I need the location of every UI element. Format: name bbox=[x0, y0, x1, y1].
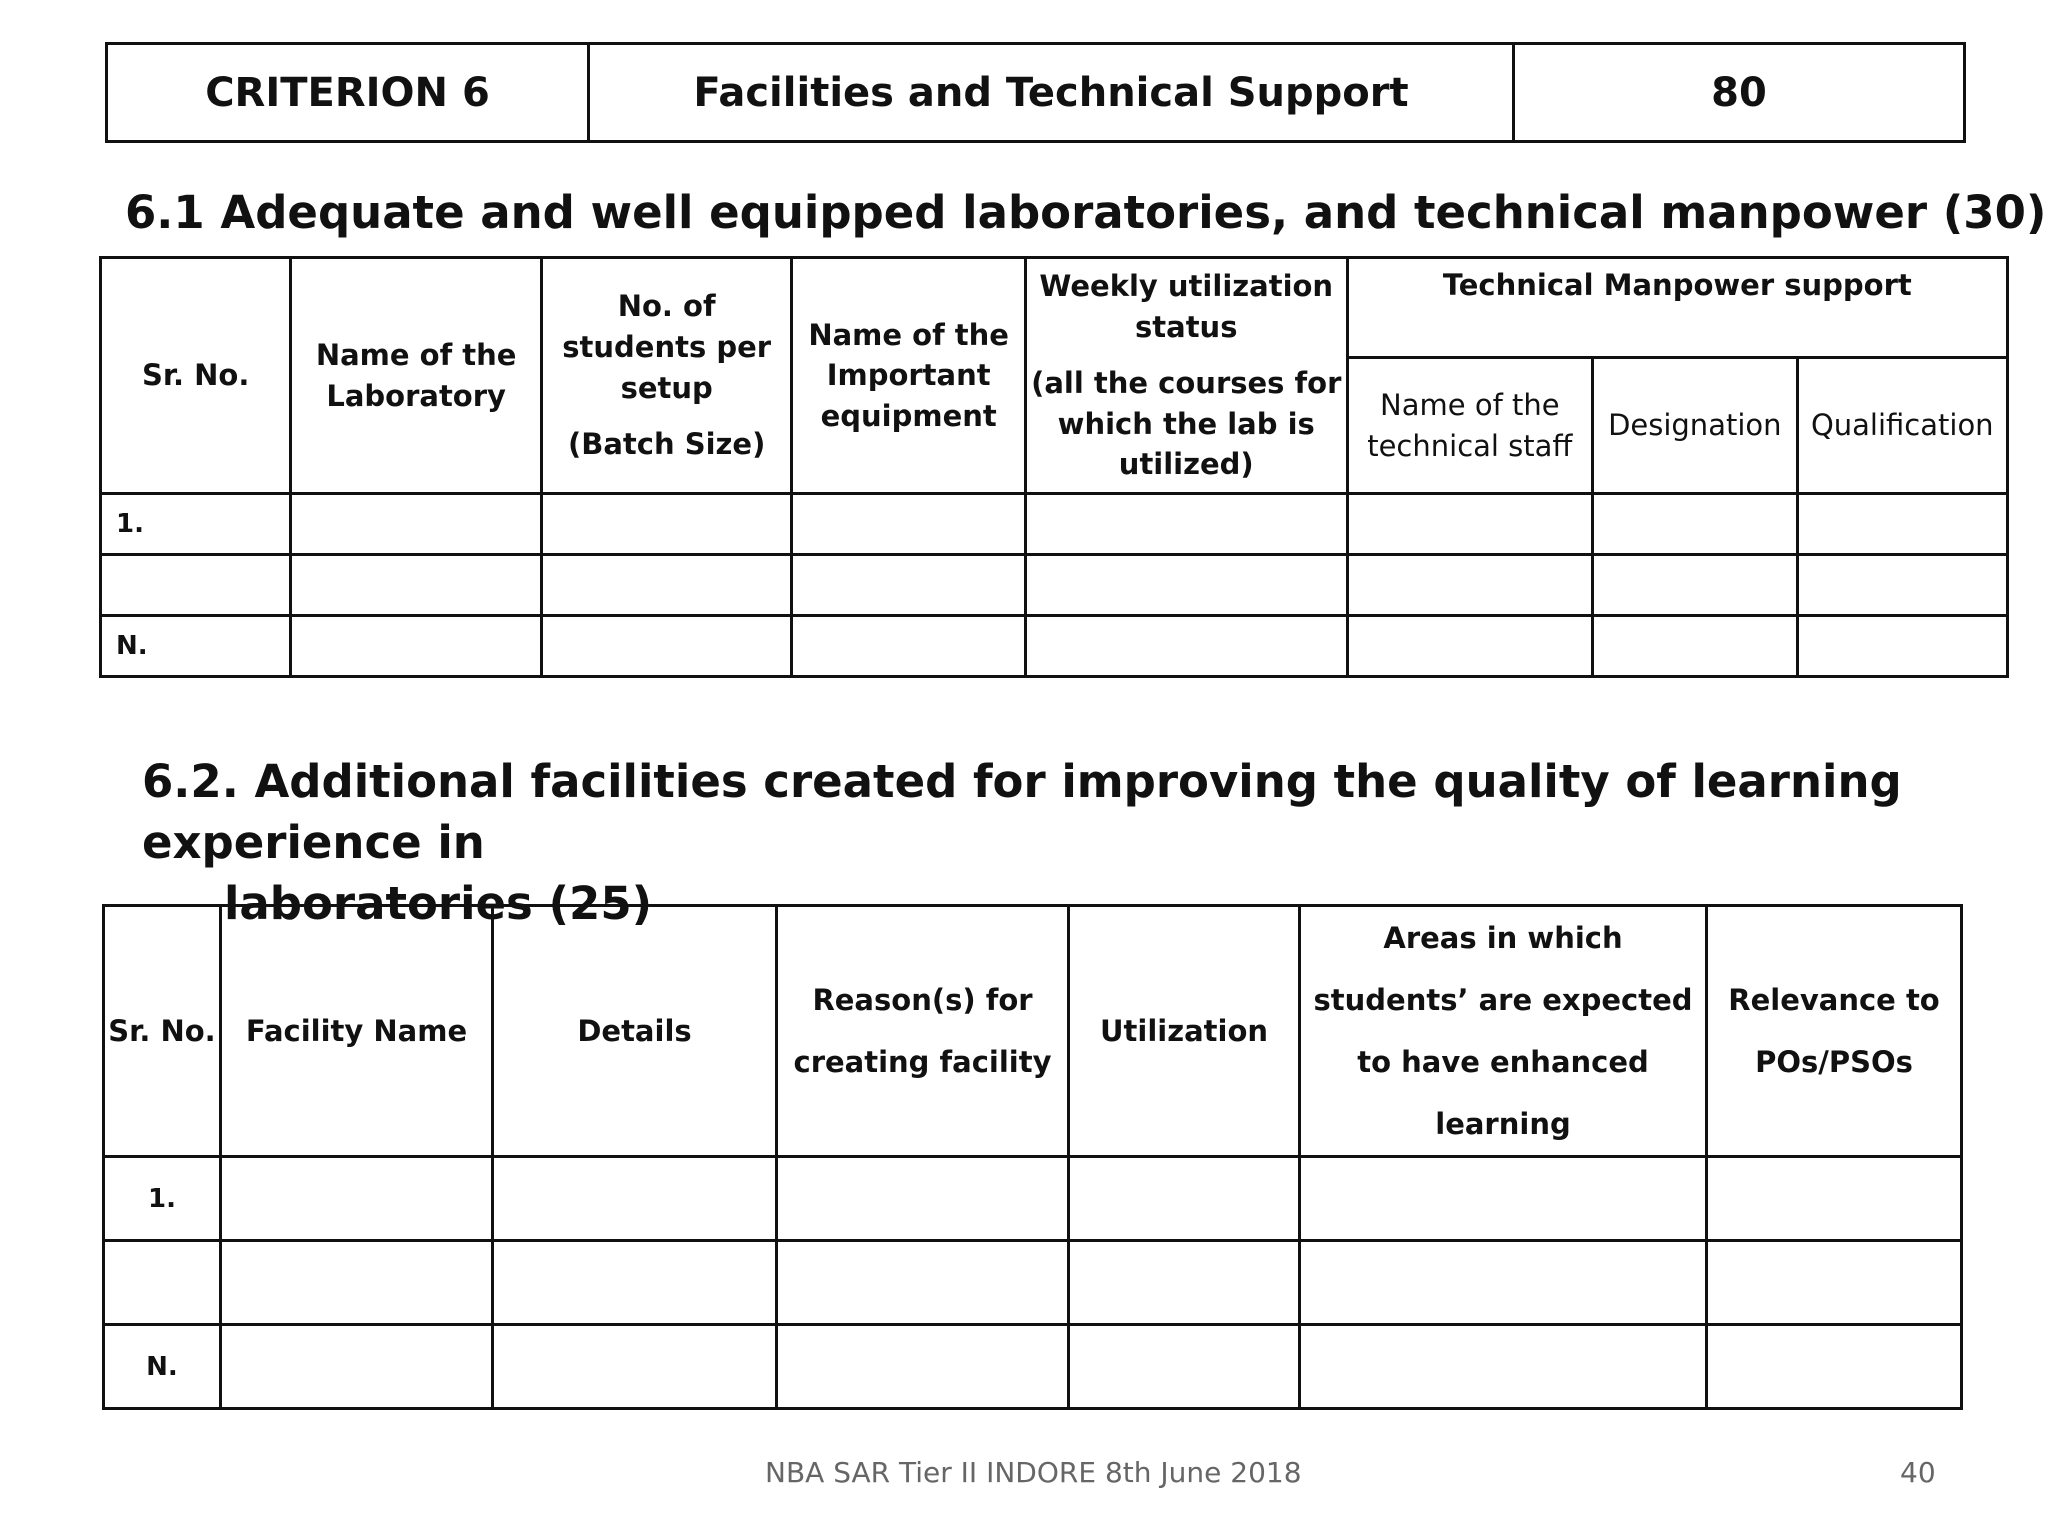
table-cell bbox=[777, 1157, 1069, 1241]
table-cell bbox=[1347, 494, 1593, 555]
sr-no-cell: N. bbox=[104, 1325, 221, 1409]
table-cell bbox=[541, 494, 792, 555]
criterion-title: Facilities and Technical Support bbox=[589, 44, 1514, 142]
table-cell bbox=[1347, 616, 1593, 677]
header-details: Details bbox=[493, 906, 777, 1157]
table-cell bbox=[1300, 1241, 1707, 1325]
table-cell bbox=[1069, 1241, 1300, 1325]
table-cell bbox=[221, 1241, 493, 1325]
table-cell bbox=[792, 555, 1025, 616]
page-number: 40 bbox=[1900, 1456, 1936, 1489]
criterion-marks: 80 bbox=[1514, 44, 1965, 142]
table-cell bbox=[792, 616, 1025, 677]
footer-note: NBA SAR Tier II INDORE 8th June 2018 bbox=[765, 1456, 1302, 1489]
table-cell bbox=[291, 616, 542, 677]
table-cell bbox=[493, 1241, 777, 1325]
criterion-header bbox=[105, 42, 1966, 143]
table-cell bbox=[1593, 494, 1797, 555]
table-cell bbox=[1707, 1241, 1962, 1325]
header-utilization: Utilization bbox=[1069, 906, 1300, 1157]
table-cell bbox=[1797, 494, 2008, 555]
header-equipment: Name of the Important equipment bbox=[792, 258, 1025, 494]
table-row bbox=[104, 1325, 1962, 1409]
header-students-per-setup-label: No. of students per setup bbox=[562, 289, 772, 405]
table-cell bbox=[1707, 1157, 1962, 1241]
section-6-1-title: 6.1 Adequate and well equipped laboratories, and technical manpower (30) bbox=[125, 186, 2047, 239]
header-facility-name: Facility Name bbox=[221, 906, 493, 1157]
table-cell bbox=[1707, 1325, 1962, 1409]
header-designation: Designation bbox=[1593, 358, 1797, 494]
table-row bbox=[101, 494, 2008, 555]
sr-no-cell bbox=[101, 555, 291, 616]
header-areas: Areas in which students’ are expected to have enhanced learning bbox=[1300, 906, 1707, 1157]
header-qualification: Qualification bbox=[1797, 358, 2008, 494]
header-weekly-utilization-label: Weekly utilization status bbox=[1039, 269, 1334, 344]
header-sr-no: Sr. No. bbox=[104, 906, 221, 1157]
sr-no-cell bbox=[104, 1241, 221, 1325]
table-cell bbox=[221, 1325, 493, 1409]
table-cell bbox=[1593, 555, 1797, 616]
table-row bbox=[101, 616, 2008, 677]
header-staff-name: Name of the technical staff bbox=[1347, 358, 1593, 494]
table-cell bbox=[1347, 555, 1593, 616]
table-cell bbox=[541, 555, 792, 616]
table-cell bbox=[493, 1157, 777, 1241]
header-relevance: Relevance to POs/PSOs bbox=[1707, 906, 1962, 1157]
table-cell bbox=[221, 1157, 493, 1241]
table-cell bbox=[1025, 555, 1347, 616]
header-reasons: Reason(s) for creating facility bbox=[777, 906, 1069, 1157]
table-cell bbox=[1593, 616, 1797, 677]
table-cell bbox=[1025, 494, 1347, 555]
header-lab-name: Name of the Laboratory bbox=[291, 258, 542, 494]
table-cell bbox=[541, 616, 792, 677]
table-cell bbox=[1300, 1157, 1707, 1241]
table-cell bbox=[792, 494, 1025, 555]
header-batch-size: (Batch Size) bbox=[567, 427, 766, 462]
table-cell bbox=[291, 494, 542, 555]
table-row bbox=[101, 555, 2008, 616]
table-cell bbox=[493, 1325, 777, 1409]
header-tech-support: Technical Manpower support bbox=[1347, 258, 2007, 358]
sr-no-cell: N. bbox=[101, 616, 291, 677]
table-cell bbox=[777, 1241, 1069, 1325]
header-students-per-setup bbox=[541, 258, 792, 494]
table-cell bbox=[1797, 555, 2008, 616]
table-cell bbox=[1069, 1325, 1300, 1409]
laboratories-table bbox=[99, 256, 2009, 678]
table-cell bbox=[1797, 616, 2008, 677]
criterion-label: CRITERION 6 bbox=[107, 44, 589, 142]
table-cell bbox=[1300, 1325, 1707, 1409]
header-sr-no: Sr. No. bbox=[101, 258, 291, 494]
sr-no-cell: 1. bbox=[101, 494, 291, 555]
additional-facilities-table bbox=[102, 904, 1963, 1410]
table-row bbox=[104, 1241, 1962, 1325]
header-weekly-utilization bbox=[1025, 258, 1347, 494]
table-cell bbox=[1025, 616, 1347, 677]
table-cell bbox=[291, 555, 542, 616]
header-utilization-note: (all the courses for which the lab is utilized) bbox=[1031, 366, 1342, 482]
table-cell bbox=[1069, 1157, 1300, 1241]
section-6-2-title-line1: 6.2. Additional facilities created for improving the quality of learning experience in bbox=[142, 755, 1902, 869]
table-cell bbox=[777, 1325, 1069, 1409]
sr-no-cell: 1. bbox=[104, 1157, 221, 1241]
section-6-2-title-line2: laboratories (25) bbox=[224, 876, 653, 930]
table-row bbox=[104, 1157, 1962, 1241]
